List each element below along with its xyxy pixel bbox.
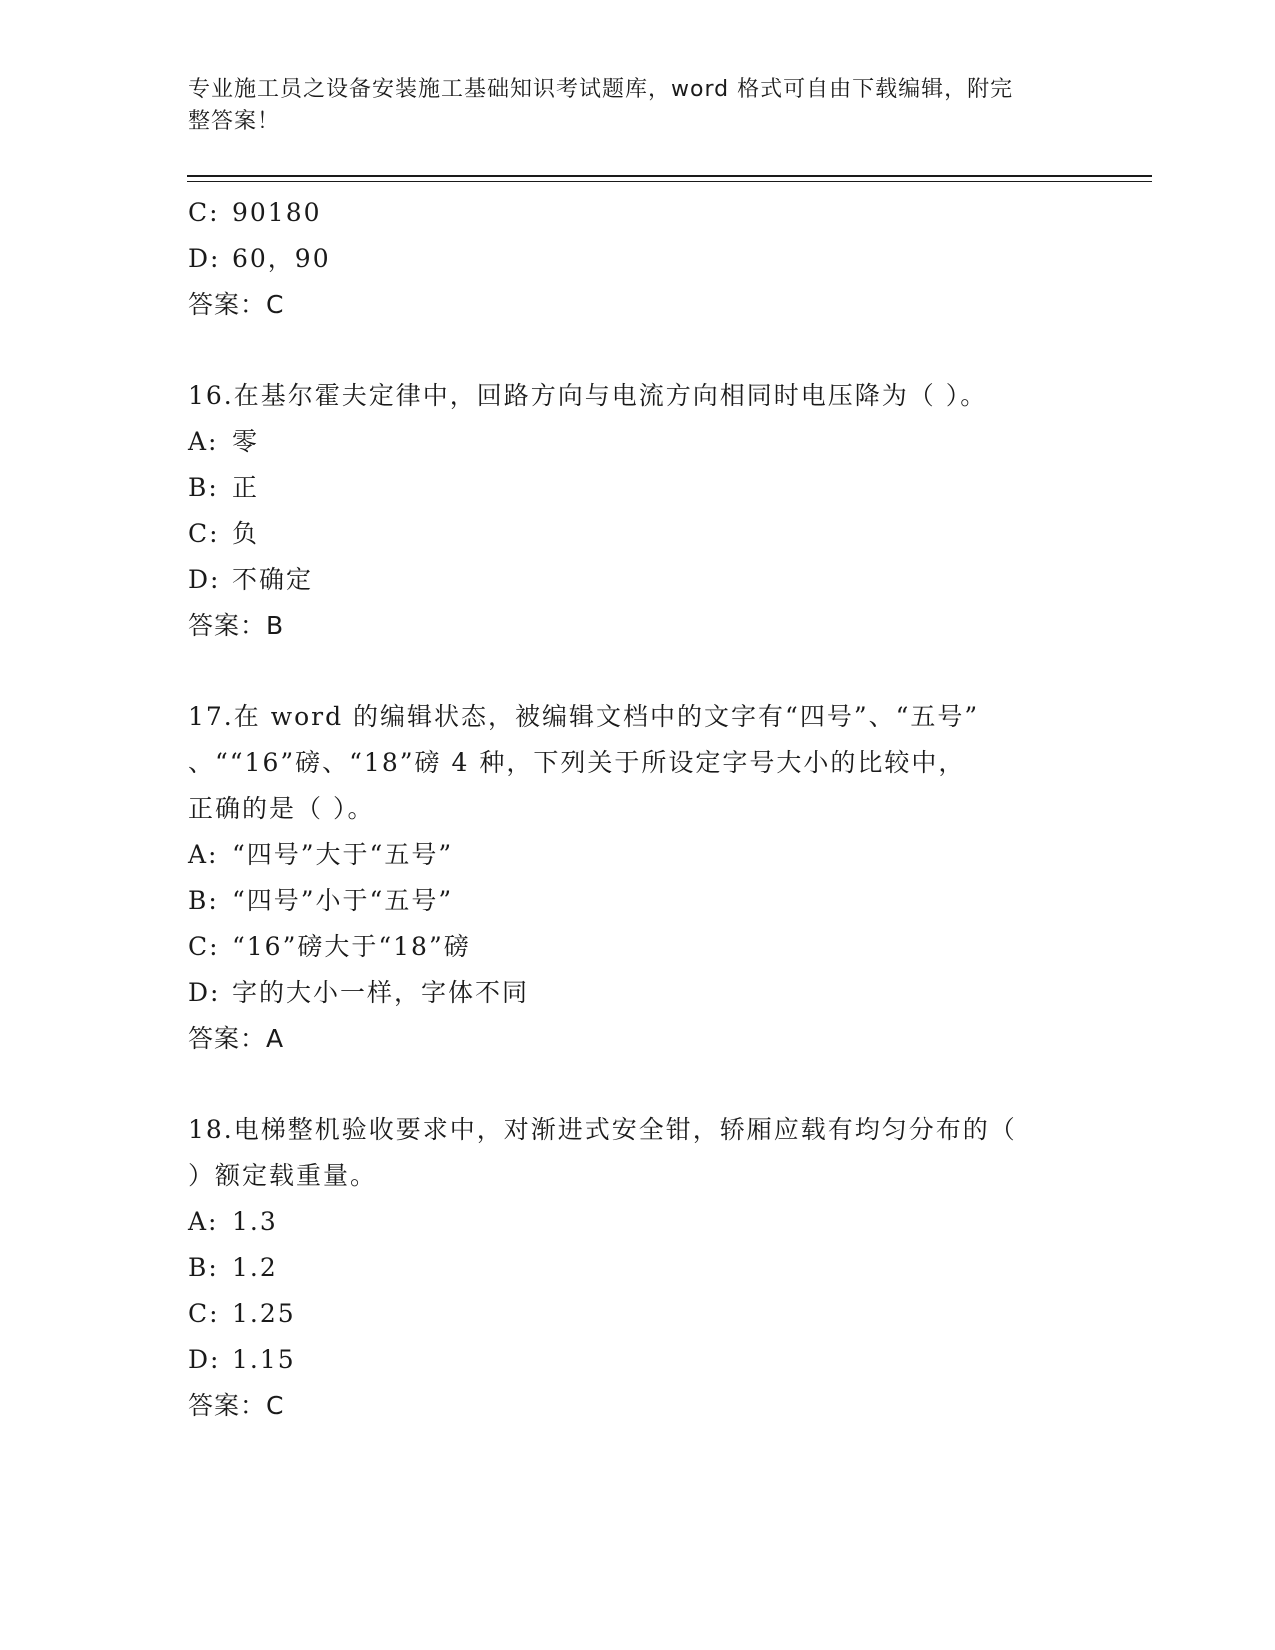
option-text: 负 — [232, 519, 260, 548]
document-header — [188, 74, 1068, 138]
question-text: 17.在 word 的编辑状态，被编辑文档中的文字有“四号”、“五号” — [188, 702, 980, 731]
option-a — [188, 1199, 1088, 1245]
option-key: A: — [188, 840, 219, 869]
question-text: 18.电梯整机验收要求中，对渐进式安全钳，轿厢应载有均匀分布的（ — [188, 1115, 1017, 1144]
answer-line: 答案：C — [188, 290, 285, 319]
answer-line: 答案：A — [188, 1024, 285, 1053]
answer-line: 答案：C — [188, 1391, 285, 1420]
question-block-16 — [188, 373, 1088, 649]
question-text: 、““16”磅、“18”磅 4 种，下列关于所设定字号大小的比较中， — [188, 748, 966, 777]
option-text: 零 — [232, 427, 260, 456]
option-text: 1.15 — [232, 1345, 296, 1374]
option-key: D: — [188, 244, 221, 273]
question-list — [188, 190, 1088, 1429]
question-block-18 — [188, 1107, 1088, 1429]
option-text: “四号”大于“五号” — [232, 840, 454, 869]
option-c — [188, 190, 1088, 236]
question-block-15 — [188, 190, 1088, 328]
option-key: D: — [188, 1345, 221, 1374]
option-b — [188, 1245, 1088, 1291]
option-a — [188, 419, 1088, 465]
header-divider-thin — [187, 181, 1152, 182]
question-text: ）额定载重量。 — [188, 1161, 378, 1190]
option-text: 1.3 — [232, 1207, 278, 1236]
option-key: D: — [188, 978, 221, 1007]
option-text: 90180 — [232, 198, 322, 227]
answer-line: 答案：B — [188, 611, 285, 640]
option-text: 1.25 — [232, 1299, 296, 1328]
option-text: 字的大小一样，字体不同 — [232, 978, 530, 1007]
option-c — [188, 1291, 1088, 1337]
header-line-2: 整答案！ — [188, 109, 281, 134]
option-key: B: — [188, 886, 219, 915]
option-key: C: — [188, 519, 220, 548]
option-text: 正 — [232, 473, 260, 502]
option-key: C: — [188, 1299, 220, 1328]
header-divider-thick — [187, 175, 1152, 177]
option-d — [188, 557, 1088, 603]
option-d — [188, 236, 1088, 282]
option-text: 1.2 — [232, 1253, 278, 1282]
question-text: 正确的是（ ）。 — [188, 794, 375, 823]
option-text: “16”磅大于“18”磅 — [232, 932, 471, 961]
option-text: “四号”小于“五号” — [232, 886, 454, 915]
option-b — [188, 465, 1088, 511]
option-key: B: — [188, 473, 219, 502]
option-a — [188, 832, 1088, 878]
option-b — [188, 878, 1088, 924]
option-c — [188, 511, 1088, 557]
question-block-17 — [188, 694, 1088, 1062]
option-d — [188, 1337, 1088, 1383]
option-c — [188, 924, 1088, 970]
option-key: C: — [188, 932, 220, 961]
option-key: C: — [188, 198, 220, 227]
question-text: 16.在基尔霍夫定律中，回路方向与电流方向相同时电压降为（ ）。 — [188, 381, 988, 410]
option-d — [188, 970, 1088, 1016]
option-key: D: — [188, 565, 221, 594]
option-text: 不确定 — [232, 565, 314, 594]
option-key: B: — [188, 1253, 219, 1282]
option-text: 60，90 — [232, 244, 331, 273]
option-key: A: — [188, 427, 219, 456]
header-line-1: 专业施工员之设备安装施工基础知识考试题库，word 格式可自由下载编辑，附完 — [188, 77, 1014, 102]
option-key: A: — [188, 1207, 219, 1236]
